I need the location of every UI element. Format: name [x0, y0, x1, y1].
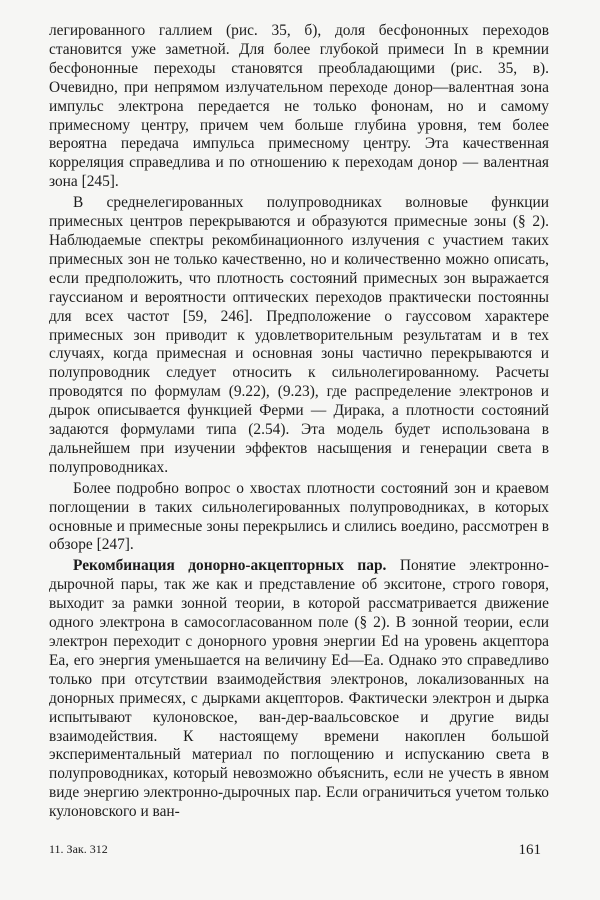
paragraph-1-text: легированного галлием (рис. 35, б), доля бесфононных переходов становится уже заметной. Для более глубокой примеси In в кремнии бесфононные переходы становятся преобладающими (рис. 35, в). Очевидно, при непрямом излучательном переходе донор—валентная зона импульс электрона передается не только фононам, но и самому примесному центру, причем чем больше глубина уровня, тем более вероятна передача импульса примесному центру. Эта качественная корреляция справедлива и по отношению к переходам донор — валентная зона [245].: [49, 22, 549, 191]
body-text: [49, 22, 549, 822]
paragraph-3: [49, 480, 549, 556]
paragraph-3-text: Более подробно вопрос о хвостах плотности состояний зон и краевом поглощении в таких сильнолегированных полупроводниках, в которых основные и примесные зоны перекрылись и слились воедино, рассмотрен в обзоре [247].: [49, 479, 549, 554]
printer-signature: 11. Зак. 312: [49, 842, 108, 856]
paragraph-2-text: В среднелегированных полупроводниках волновые функции примесных центров перекрываются и образуются примесные зоны (§ 2). Наблюдаемые спектры рекомбинационного излучения с участием таких примесных зон не только качественно, но и количественно можно описать, если предположить, что плотность состояний примесных зон выражается гауссианом и вероятности оптических переходов практически постоянны для всех частот [59, 246]. Предположение о гауссовом характере примесных зон приводит к удовлетворительным результатам и в тех случаях, когда примесная и основная зоны частично перекрываются и полупроводник следует относить к сильнолегированному. Расчеты проводятся по формулам (9.22), (9.23), где распределение электронов и дырок описывается функцией Ферми — Дирака, а плотности состояний задаются формулами типа (2.54). Эта модель будет использована в дальнейшем при изучении эффектов насыщения и генерации света в полупроводниках.: [49, 194, 549, 476]
paragraph-2: [49, 194, 549, 478]
page-number: 161: [518, 842, 541, 858]
paragraph-1: [49, 22, 549, 192]
paragraph-4-text: Понятие электронно-дырочной пары, так же как и представление об экситоне, строго говоря, выходит за рамки зонной теории, в которой рассматривается движение одного электрона в самосогласованном поле (§ 2). В зонной теории, если электрон переходит с донорного уровня энергии Ed на уровень акцептора Ea, его энергия уменьшается на величину Ed—Ea. Однако это справедливо только при отсутствии взаимодействия электронов, локализованных на донорных примесях, с дырками акцепторов. Фактически электрон и дырка испытывают кулоновское, ван-дер-ваальсовское и другие виды взаимодействия. К настоящему времени накоплен большой экспериментальный материал по поглощению и испусканию света в полупроводниках, который невозможно объяснить, если не учесть в явном виде энергию электронно-дырочных пар. Если ограничиться учетом только кулоновского и ван-: [49, 557, 549, 821]
paragraph-4: [49, 557, 549, 822]
page-footer: [49, 842, 549, 862]
section-run-in-heading: Рекомбинация донорно-акцепторных пар.: [73, 557, 387, 575]
